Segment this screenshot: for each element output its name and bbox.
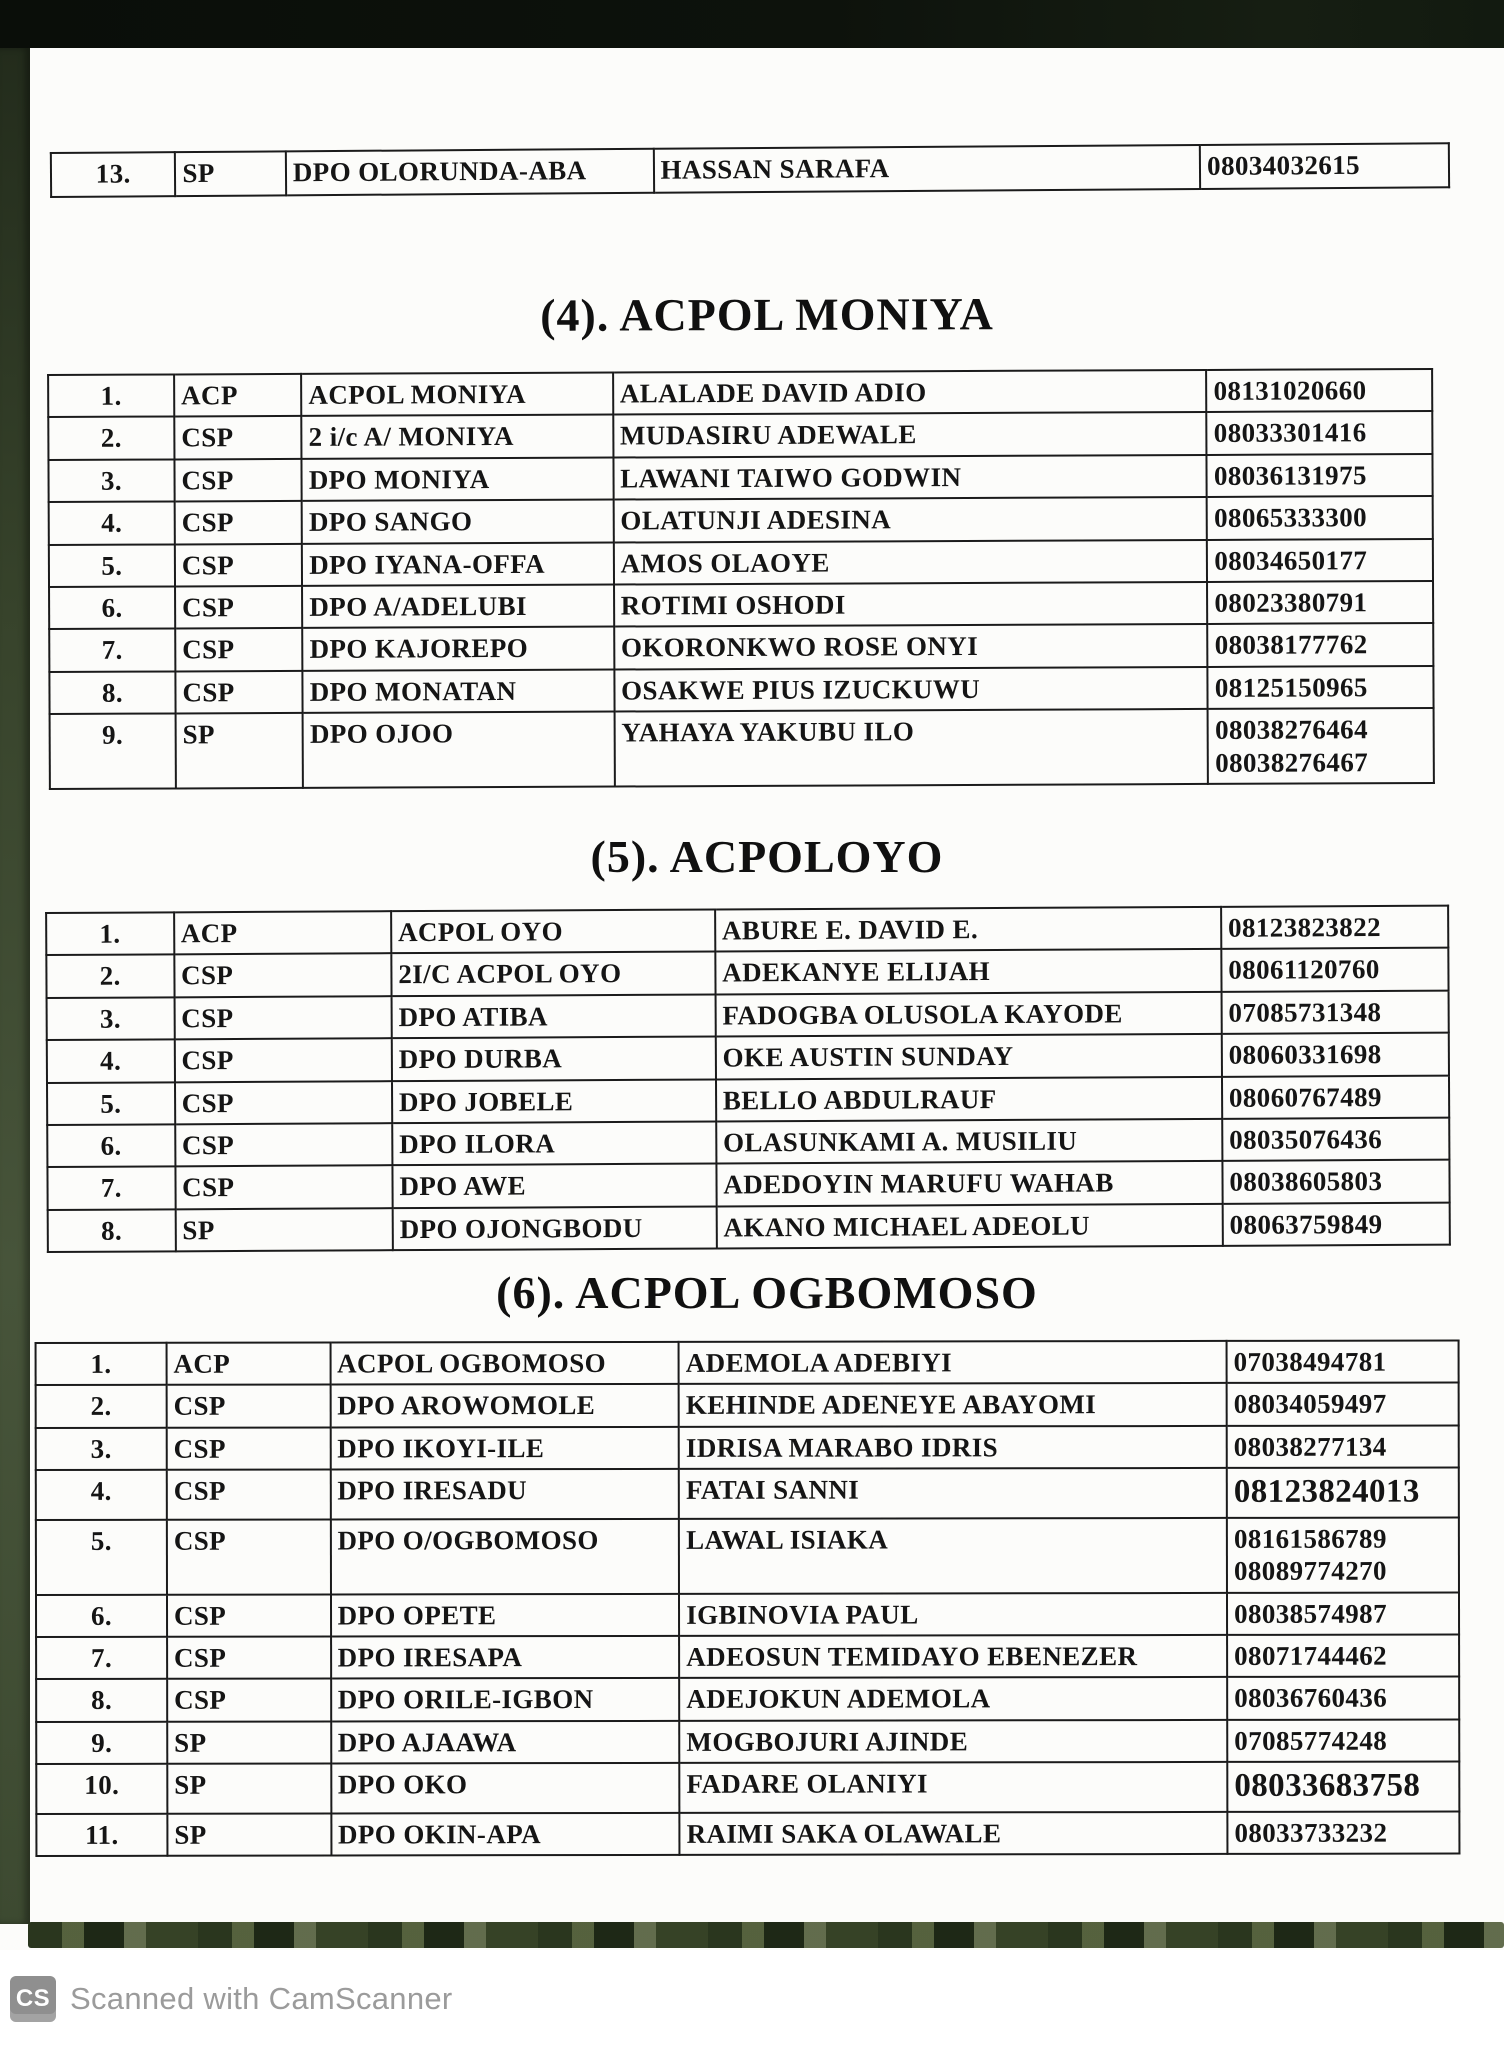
- phone-number: 08065333300: [1214, 502, 1368, 534]
- designation-cell: DPO IRESAPA: [331, 1636, 680, 1679]
- sn-cell: 3.: [47, 997, 175, 1040]
- rank-cell: CSP: [174, 1038, 392, 1082]
- phone-number: 08038277134: [1233, 1431, 1387, 1462]
- sn-cell: 1.: [36, 1343, 167, 1386]
- designation-cell: DPO A/ADELUBI: [302, 584, 614, 628]
- phone-number: 08071744462: [1234, 1640, 1388, 1671]
- sn-cell: 2.: [48, 417, 174, 460]
- name-cell: OSAKWE PIUS IZUCKUWU: [614, 667, 1208, 712]
- rank-cell: CSP: [167, 1636, 331, 1679]
- designation-cell: DPO KAJOREPO: [302, 627, 614, 671]
- sn-cell: 3.: [48, 459, 174, 502]
- acpol-oyo-rows: [46, 906, 1450, 1252]
- section-title-acpol-ogbomoso: (6). ACPOL OGBOMOSO: [496, 1267, 1038, 1318]
- designation-cell: DPO OKIN-APA: [331, 1813, 680, 1856]
- phone-cell: [1227, 1677, 1459, 1720]
- name-cell: FADARE OLANIYI: [679, 1762, 1227, 1813]
- sn-cell: 7.: [47, 1167, 175, 1210]
- phone-cell: [1223, 1202, 1450, 1246]
- officer-row: [36, 1762, 1459, 1814]
- phone-number: 08123824013: [1233, 1473, 1420, 1511]
- designation-cell: DPO IRESADU: [330, 1469, 679, 1519]
- phone-number: 07085774248: [1234, 1725, 1388, 1756]
- phone-number: 08131020660: [1213, 375, 1367, 406]
- phone-number: 08038605803: [1229, 1166, 1383, 1198]
- camscanner-logo-text: CS: [15, 1985, 51, 2012]
- rank-cell: CSP: [174, 459, 301, 502]
- name-cell: MUDASIRU ADEWALE: [613, 412, 1207, 457]
- phone-cell: [1227, 1634, 1459, 1677]
- phone-number: 08034032615: [1207, 149, 1361, 181]
- name-cell: OLATUNJI ADESINA: [613, 497, 1207, 542]
- sn-cell: 3.: [36, 1428, 167, 1471]
- officer-row: [49, 496, 1433, 544]
- name-cell: ADEKANYE ELIJAH: [715, 949, 1221, 994]
- designation-cell: DPO OKO: [331, 1763, 680, 1813]
- phone-cell: [1227, 1425, 1459, 1468]
- designation-cell: ACPOL OYO: [391, 909, 715, 953]
- phone-cell: [1206, 369, 1432, 412]
- name-cell: ABURE E. DAVID E.: [715, 907, 1221, 952]
- sn-cell: 5.: [36, 1520, 167, 1595]
- designation-cell: DPO AROWOMOLE: [330, 1384, 679, 1427]
- name-cell: FATAI SANNI: [679, 1468, 1227, 1519]
- sn-cell: 4.: [47, 1039, 175, 1082]
- rank-cell: ACP: [174, 911, 392, 955]
- officer-row: [49, 666, 1433, 714]
- phone-cell: [1200, 143, 1449, 189]
- phone-number: 08123823822: [1227, 912, 1382, 943]
- name-cell: ADEOSUN TEMIDAYO EBENEZER: [679, 1635, 1227, 1678]
- rank-cell: SP: [175, 151, 286, 196]
- phone-cell: [1208, 623, 1434, 666]
- designation-cell: DPO ATIBA: [391, 994, 715, 1038]
- phone-cell: [1227, 1383, 1459, 1426]
- designation-cell: 2 i/c A/ MONIYA: [302, 415, 614, 459]
- phone-number: 08023380791: [1214, 587, 1368, 618]
- rank-cell: CSP: [174, 996, 392, 1040]
- phone-number: 08125150965: [1214, 671, 1368, 703]
- designation-cell: DPO OPETE: [331, 1593, 680, 1636]
- officer-row: [36, 1677, 1459, 1722]
- name-cell: ADEMOLA ADEBIYI: [679, 1341, 1227, 1384]
- phone-number: 07038494781: [1233, 1346, 1387, 1377]
- sn-cell: 8.: [48, 1209, 176, 1252]
- rank-cell: SP: [167, 1764, 331, 1814]
- officer-row: [48, 369, 1432, 417]
- sn-cell: 7.: [36, 1637, 167, 1680]
- phone-cell: [1221, 990, 1448, 1034]
- sn-cell: 7.: [49, 629, 175, 672]
- phone-number: 08061120760: [1228, 954, 1380, 986]
- phone-cell: [1208, 666, 1434, 709]
- designation-cell: DPO ORILE-IGBON: [331, 1678, 680, 1721]
- phone-number: 08063759849: [1229, 1208, 1383, 1240]
- rank-cell: SP: [176, 713, 304, 788]
- officer-row: [48, 411, 1432, 459]
- sn-cell: 2.: [46, 955, 174, 998]
- name-cell: OKE AUSTIN SUNDAY: [716, 1034, 1222, 1079]
- phone-cell: [1221, 906, 1448, 950]
- name-cell: KEHINDE ADENEYE ABAYOMI: [679, 1383, 1227, 1426]
- name-cell: LAWAL ISIAKA: [679, 1518, 1227, 1594]
- camscanner-caption: Scanned with CamScanner: [70, 1981, 453, 2016]
- phone-cell: [1227, 1592, 1459, 1635]
- rank-cell: CSP: [167, 1427, 331, 1470]
- designation-cell: DPO O/OGBOMOSO: [330, 1519, 679, 1594]
- name-cell: ALALADE DAVID ADIO: [613, 370, 1207, 415]
- rank-cell: CSP: [167, 1470, 331, 1520]
- phone-cell: [1227, 1811, 1459, 1854]
- sn-cell: 5.: [49, 544, 175, 587]
- rank-cell: SP: [167, 1721, 331, 1764]
- scan-noise-band: [28, 1922, 1504, 1948]
- designation-cell: DPO SANGO: [302, 500, 614, 544]
- acpol-oyo-table: [45, 905, 1451, 1253]
- rank-cell: ACP: [166, 1342, 330, 1385]
- officer-row: [50, 708, 1434, 789]
- designation-cell: DPO IKOYI-ILE: [330, 1427, 679, 1470]
- officer-row: [49, 623, 1433, 671]
- designation-cell: ACPOL MONIYA: [301, 373, 613, 417]
- phone-cell: [1207, 539, 1433, 582]
- designation-cell: DPO DURBA: [392, 1037, 716, 1081]
- name-cell: BELLO ABDULRAUF: [716, 1076, 1222, 1121]
- sn-cell: 8.: [49, 671, 175, 714]
- designation-cell: DPO AJAAWA: [331, 1721, 680, 1764]
- acpol-ogbomoso-table: [35, 1340, 1461, 1858]
- officer-row: [36, 1425, 1459, 1470]
- officer-row: [36, 1517, 1459, 1594]
- rank-cell: CSP: [175, 543, 302, 586]
- sn-cell: 2.: [36, 1385, 167, 1428]
- rank-cell: SP: [175, 1208, 393, 1252]
- name-cell: OKORONKWO ROSE ONYI: [614, 624, 1208, 669]
- rank-cell: SP: [167, 1813, 331, 1856]
- officer-row: [36, 1592, 1459, 1637]
- phone-cell: [1207, 411, 1433, 454]
- phone-cell: [1222, 1033, 1449, 1077]
- phone-number: 08034059497: [1233, 1389, 1387, 1420]
- phone-cell: [1207, 454, 1433, 497]
- phone-number: 08033683758: [1234, 1767, 1421, 1805]
- designation-cell: DPO OJOO: [303, 712, 615, 788]
- name-cell: IDRISA MARABO IDRIS: [679, 1426, 1227, 1469]
- sn-cell: 11.: [36, 1813, 167, 1856]
- designation-cell: DPO ILORA: [392, 1121, 716, 1165]
- phone-number: 08033301416: [1213, 417, 1367, 449]
- officer-row: [36, 1341, 1459, 1386]
- officer-row: [47, 1118, 1449, 1168]
- phone-number: 08038276464: [1214, 714, 1369, 746]
- name-cell: RAIMI SAKA OLAWALE: [680, 1812, 1228, 1855]
- officer-row: [48, 454, 1432, 502]
- acpol-moniya-table: [47, 368, 1435, 790]
- rank-cell: CSP: [175, 501, 302, 544]
- officer-row: [47, 1033, 1449, 1083]
- rank-cell: CSP: [167, 1385, 331, 1428]
- phone-number: 08038574987: [1234, 1598, 1387, 1629]
- camscanner-logo: [10, 1976, 56, 2022]
- section-title-acpol-moniya: (4). ACPOL MONIYA: [540, 288, 994, 341]
- rank-cell: CSP: [175, 1166, 393, 1210]
- section-title-acpol-oyo: (5). ACPOLOYO: [590, 831, 944, 882]
- rank-cell: ACP: [174, 374, 301, 417]
- sn-cell: 9.: [36, 1721, 167, 1764]
- name-cell: LAWANI TAIWO GODWIN: [613, 455, 1207, 500]
- sn-cell: 10.: [36, 1764, 167, 1814]
- phone-number: 08033733232: [1234, 1817, 1388, 1848]
- rank-cell: CSP: [174, 416, 301, 459]
- phone-cell: [1222, 1160, 1449, 1204]
- acpol-ogbomoso-rows: [36, 1341, 1460, 1857]
- designation-cell: ACPOL OGBOMOSO: [330, 1342, 679, 1385]
- name-cell: HASSAN SARAFA: [653, 145, 1200, 193]
- officer-row: [47, 1160, 1449, 1210]
- officer-row: [51, 143, 1449, 197]
- name-cell: ROTIMI OSHODI: [614, 582, 1208, 627]
- rank-cell: CSP: [175, 628, 302, 671]
- scan-edge-left: [0, 48, 30, 1924]
- rank-cell: CSP: [167, 1679, 331, 1722]
- designation-cell: DPO MONIYA: [302, 457, 614, 501]
- name-cell: ADEJOKUN ADEMOLA: [679, 1677, 1227, 1720]
- rank-cell: CSP: [175, 586, 302, 629]
- rank-cell: CSP: [175, 1123, 393, 1167]
- acpol-moniya-rows: [48, 369, 1434, 789]
- name-cell: IGBINOVIA PAUL: [679, 1592, 1227, 1635]
- officer-row: [47, 990, 1449, 1040]
- phone-cell: [1227, 1468, 1459, 1518]
- name-cell: OLASUNKAMI A. MUSILIU: [716, 1119, 1222, 1164]
- officer-row: [36, 1634, 1459, 1679]
- name-cell: ADEDOYIN MARUFU WAHAB: [716, 1161, 1222, 1206]
- name-cell: YAHAYA YAKUBU ILO: [614, 709, 1208, 786]
- sn-cell: 1.: [48, 374, 174, 417]
- phone-number: 08035076436: [1229, 1123, 1383, 1155]
- phone-cell: [1221, 948, 1448, 992]
- phone-number: 08060767489: [1228, 1081, 1382, 1113]
- officer-row: [48, 1202, 1450, 1252]
- phone-cell: [1222, 1075, 1449, 1119]
- carryover-rows: [51, 143, 1449, 197]
- designation-cell: DPO OJONGBODU: [393, 1206, 717, 1250]
- name-cell: FADOGBA OLUSOLA KAYODE: [715, 992, 1221, 1037]
- phone-cell: [1207, 496, 1433, 539]
- phone-cell: [1227, 1517, 1459, 1592]
- sn-cell: 6.: [47, 1124, 175, 1167]
- officer-row: [36, 1468, 1459, 1520]
- phone-number: 08034650177: [1214, 544, 1368, 576]
- phone-number: 08089774270: [1233, 1555, 1387, 1587]
- sn-cell: 13.: [51, 152, 176, 197]
- carryover-officer-table: [50, 142, 1450, 198]
- designation-cell: DPO AWE: [392, 1164, 716, 1208]
- phone-number: 08036760436: [1234, 1682, 1388, 1714]
- officer-row: [47, 1075, 1449, 1125]
- phone-number: 08038177762: [1214, 629, 1368, 661]
- rank-cell: CSP: [175, 1081, 393, 1125]
- designation-cell: DPO JOBELE: [392, 1079, 716, 1123]
- phone-number: 08038276467: [1215, 746, 1369, 778]
- sn-cell: 6.: [49, 586, 175, 629]
- officer-row: [36, 1719, 1459, 1764]
- name-cell: MOGBOJURI AJINDE: [679, 1720, 1227, 1763]
- designation-cell: DPO MONATAN: [303, 669, 615, 713]
- rank-cell: CSP: [167, 1519, 331, 1594]
- phone-cell: [1208, 708, 1434, 784]
- sn-cell: 9.: [50, 714, 176, 789]
- sn-cell: 1.: [46, 912, 174, 955]
- officer-row: [46, 906, 1448, 956]
- name-cell: AKANO MICHAEL ADEOLU: [716, 1204, 1222, 1249]
- officer-row: [36, 1811, 1459, 1856]
- designation-cell: DPO IYANA-OFFA: [302, 542, 614, 586]
- designation-cell: DPO OLORUNDA-ABA: [286, 149, 654, 196]
- sn-cell: 4.: [49, 502, 175, 545]
- phone-number: 08060331698: [1228, 1039, 1382, 1070]
- officer-row: [36, 1383, 1459, 1428]
- camscanner-footer: [0, 1950, 1504, 2048]
- officer-row: [49, 539, 1433, 587]
- phone-cell: [1227, 1762, 1459, 1812]
- phone-number: 08161586789: [1233, 1523, 1387, 1554]
- phone-cell: [1207, 581, 1433, 624]
- rank-cell: CSP: [175, 671, 302, 714]
- rank-cell: CSP: [174, 954, 392, 998]
- phone-cell: [1222, 1118, 1449, 1162]
- sn-cell: 6.: [36, 1594, 167, 1637]
- sn-cell: 8.: [36, 1679, 167, 1722]
- rank-cell: CSP: [167, 1594, 331, 1637]
- name-cell: AMOS OLAOYE: [613, 540, 1207, 585]
- phone-number: 07085731348: [1228, 996, 1382, 1028]
- sn-cell: 4.: [36, 1470, 167, 1520]
- sn-cell: 5.: [47, 1082, 175, 1125]
- phone-cell: [1227, 1341, 1459, 1384]
- officer-row: [49, 581, 1433, 629]
- phone-cell: [1227, 1719, 1459, 1762]
- officer-row: [46, 948, 1448, 998]
- phone-number: 08036131975: [1213, 460, 1367, 491]
- scan-edge-top: [0, 0, 1504, 48]
- designation-cell: 2I/C ACPOL OYO: [391, 952, 715, 996]
